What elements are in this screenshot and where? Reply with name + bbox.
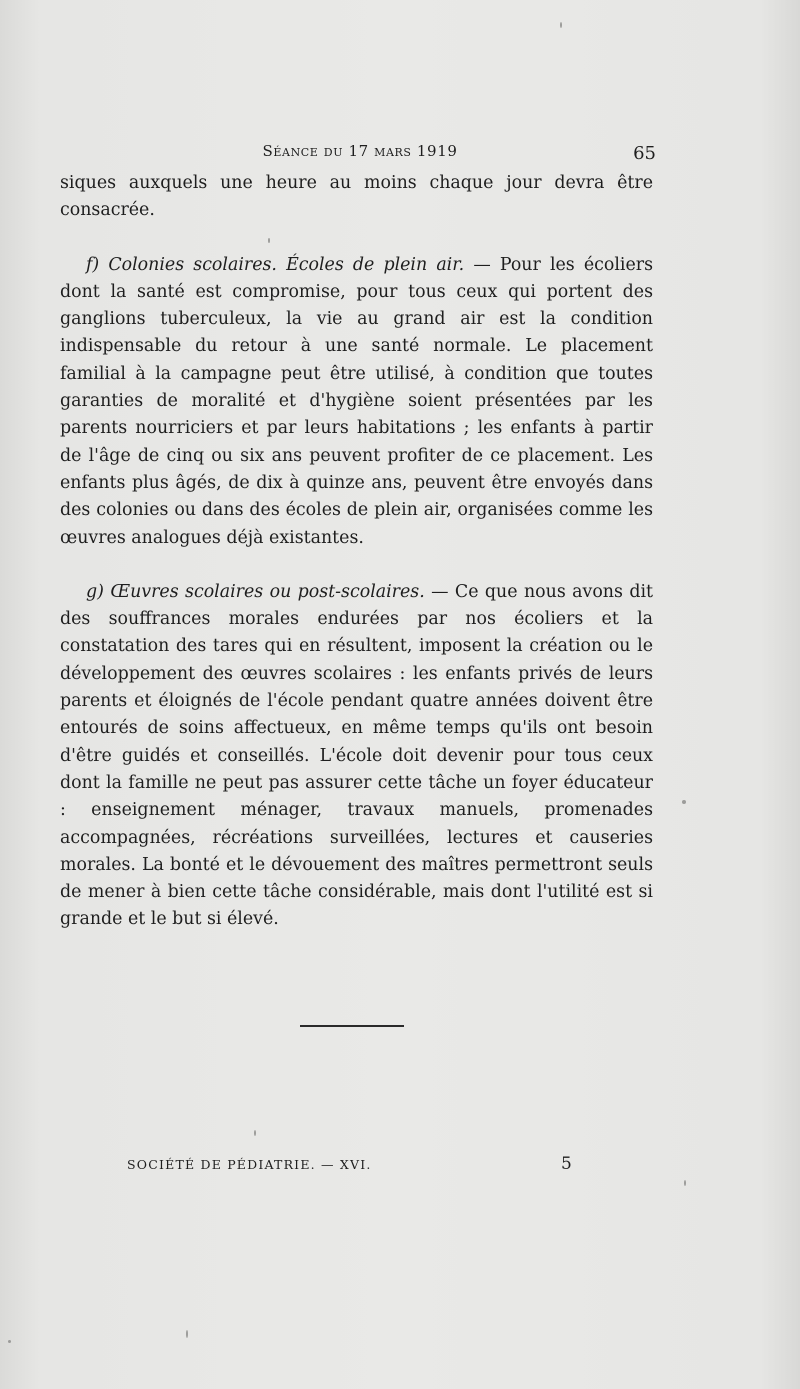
paper-speck [560, 22, 562, 28]
section-g-paragraph [60, 579, 653, 934]
paper-speck [684, 1180, 686, 1186]
paper-speck [268, 238, 270, 243]
paper-speck [8, 1340, 11, 1343]
running-head [60, 136, 660, 166]
section-f-label: f) Colonies scolaires. Écoles de plein air. [86, 254, 465, 275]
page-number: 65 [633, 143, 656, 164]
running-title: Séance du 17 mars 1919 [262, 142, 458, 160]
signature-mark: 5 [560, 1154, 573, 1174]
section-f-text: — Pour les écoliers dont la santé est compromise, pour tous ceux qui portent des ganglions tuberculeux, la vie au grand air est la condition indispensable du retour à une santé normale. Le placement familial à la campagne peut être utilisé, à condition que toutes garanties de moralité et d'hygiène soient présentées par les parents nourriciers et par leurs habitations ; les enfants à partir de l'âge de cinq ou six ans peuvent profiter de ce placement. Les enfants plus âgés, de dix à quinze ans, peuvent être envoyés dans des colonies ou dans des écoles de plein air, organisées comme les œuvres analogues déjà existantes. [60, 254, 654, 548]
paragraph-gap [60, 552, 653, 579]
paper-speck [682, 800, 686, 804]
paragraph-gap [60, 225, 653, 252]
continuation-paragraph: siques auxquels une heure au moins chaque jour devra être consacrée. [60, 173, 653, 221]
signature-text: SOCIÉTÉ DE PÉDIATRIE. — XVI. [127, 1157, 372, 1172]
paper-speck [254, 1130, 256, 1136]
paper-speck [186, 1330, 188, 1338]
body-text [60, 170, 653, 934]
signature-line [127, 1153, 587, 1177]
section-f-paragraph [60, 252, 653, 552]
section-divider [300, 1025, 404, 1027]
section-g-text: — Ce que nous avons dit des souffrances morales endurées par nos écoliers et la constatation des tares qui en résultent, imposent la création ou le développement des œuvres scolaires : les enfants privés de leurs parents et éloignés de l'école pendant quatre années doivent être entourés de soins affectueux, en même temps qu'ils ont besoin d'être guidés et conseillés. L'école doit devenir pour tous ceux dont la famille ne peut pas assurer cette tâche un foyer éducateur : enseignement ménager, travaux manuels, promenades accompagnées, récréations surveillées, lectures et causeries morales. La bonté et le dévouement des maîtres permettront seuls de mener à bien cette tâche considérable, mais dont l'utilité est si grande et le but si élevé. [60, 581, 654, 930]
section-g-label: g) Œuvres scolaires ou post-scolaires. [86, 581, 425, 602]
